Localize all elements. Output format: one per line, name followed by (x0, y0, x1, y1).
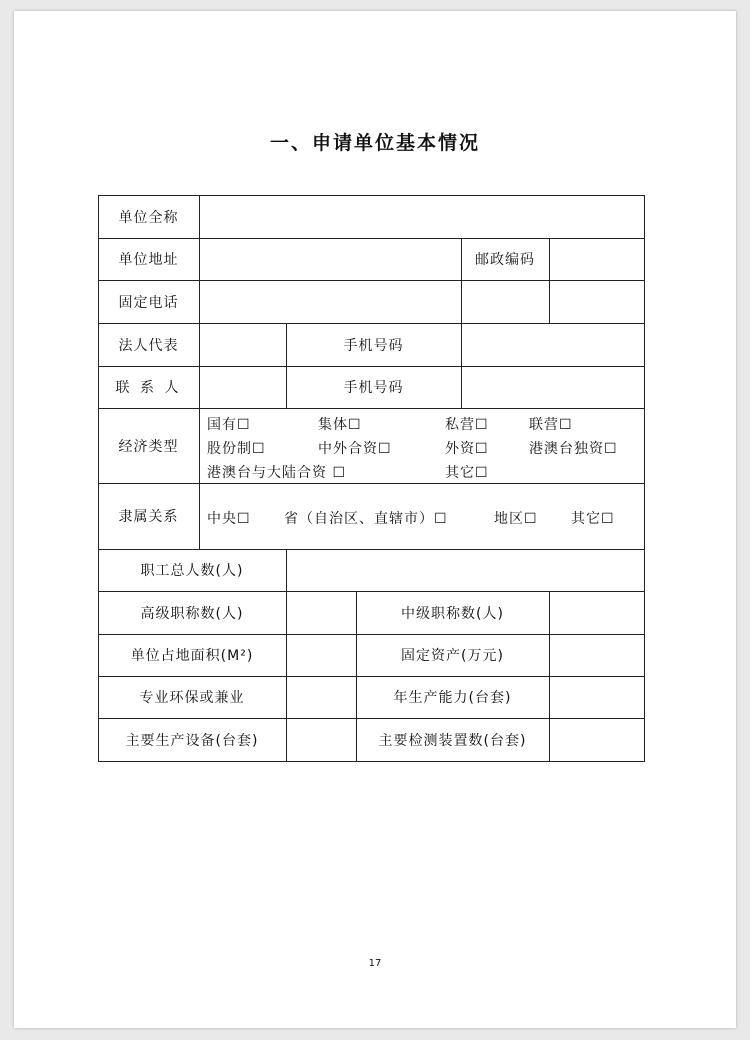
label-annual-capacity: 年生产能力(台套) (393, 690, 512, 706)
econ-option-sino-foreign[interactable]: 中外合资☐ (318, 441, 392, 457)
field-unit-name[interactable] (200, 196, 644, 238)
label-postcode: 邮政编码 (475, 252, 535, 268)
affiliation-option-other[interactable]: 其它☐ (571, 511, 615, 527)
table-line (98, 761, 645, 762)
label-mobile-1: 手机号码 (343, 337, 404, 354)
label-main-equipment: 主要生产设备(台套) (125, 732, 259, 749)
econ-option-foreign[interactable]: 外资☐ (445, 441, 489, 457)
label-landline: 固定电话 (118, 294, 179, 311)
label-econ-type: 经济类型 (118, 438, 179, 455)
table-line (644, 195, 645, 762)
page-title: 一、申请单位基本情况 (269, 132, 480, 154)
field-annual-capacity[interactable] (550, 677, 644, 718)
field-area[interactable] (287, 635, 356, 676)
field-contact[interactable] (200, 367, 286, 408)
label-legal-rep: 法人代表 (118, 337, 179, 354)
affiliation-option-province[interactable]: 省（自治区、直辖市）☐ (284, 511, 448, 527)
field-fixed-assets[interactable] (550, 635, 644, 676)
econ-option-joint[interactable]: 联营☐ (529, 417, 573, 433)
affiliation-option-region[interactable]: 地区☐ (494, 511, 538, 527)
econ-option-private[interactable]: 私营☐ (445, 417, 489, 433)
field-postcode[interactable] (550, 239, 644, 280)
field-env-business[interactable] (287, 677, 356, 718)
label-mid-title: 中级职称数(人) (401, 605, 504, 622)
field-legal-rep[interactable] (200, 324, 286, 366)
field-main-equipment[interactable] (287, 719, 356, 761)
field-mid-title[interactable] (550, 592, 644, 634)
label-env-business: 专业环保或兼业 (139, 690, 245, 706)
econ-option-other[interactable]: 其它☐ (445, 465, 489, 481)
label-contact: 联 系 人 (115, 380, 182, 396)
field-senior-title[interactable] (287, 592, 356, 634)
field-unit-address[interactable] (200, 239, 461, 280)
label-senior-title: 高级职称数(人) (140, 605, 244, 622)
field-landline[interactable] (200, 281, 461, 323)
econ-option-hmt-sole[interactable]: 港澳台独资☐ (529, 441, 618, 457)
label-area: 单位占地面积(M²) (130, 648, 254, 664)
field-mobile-2[interactable] (462, 367, 644, 408)
label-mobile-2: 手机号码 (343, 380, 404, 396)
label-affiliation: 隶属关系 (118, 509, 179, 525)
field-total-staff[interactable] (287, 550, 644, 591)
econ-option-state-owned[interactable]: 国有☐ (207, 417, 251, 433)
label-test-devices: 主要检测装置数(台套) (378, 732, 527, 749)
econ-option-shareholding[interactable]: 股份制☐ (207, 441, 266, 457)
field-mobile-1[interactable] (462, 324, 644, 366)
label-total-staff: 职工总人数(人) (140, 563, 244, 579)
econ-option-collective[interactable]: 集体☐ (318, 417, 362, 433)
label-unit-name: 单位全称 (118, 209, 179, 226)
label-fixed-assets: 固定资产(万元) (401, 648, 504, 664)
page-number: 17 (368, 958, 382, 969)
econ-option-hmt-mainland[interactable]: 港澳台与大陆合资 ☐ (207, 465, 347, 481)
label-unit-address: 单位地址 (118, 252, 179, 268)
affiliation-option-central[interactable]: 中央☐ (207, 511, 251, 527)
field-test-devices[interactable] (550, 719, 644, 761)
